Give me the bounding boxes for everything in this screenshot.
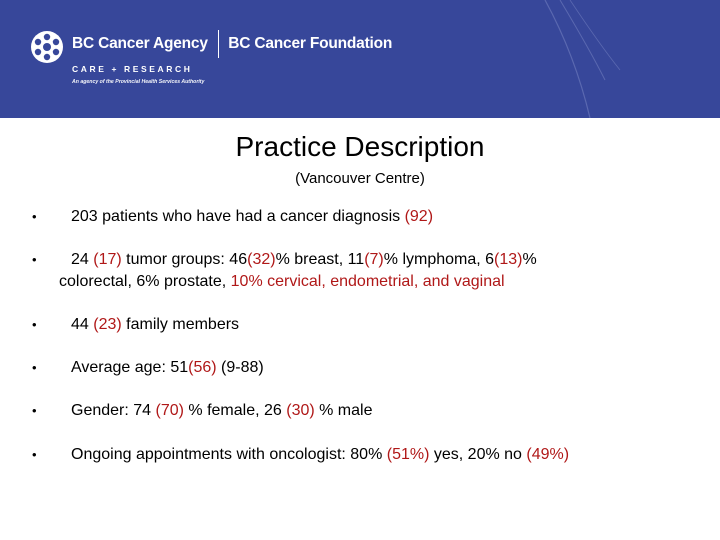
- prior-value: (13): [494, 251, 523, 268]
- text: Average age: 51: [71, 359, 189, 376]
- brand-foundation-name: BC Cancer Foundation: [228, 35, 393, 52]
- text: %: [522, 251, 537, 268]
- text: (9-88): [216, 359, 264, 376]
- text: colorectal, 6% prostate,: [59, 273, 231, 290]
- prior-value: (7): [364, 251, 384, 268]
- text: % lymphoma, 6: [383, 251, 495, 268]
- text: % breast, 11: [275, 251, 365, 268]
- bullet-marker: •: [32, 403, 37, 418]
- text: Gender: 74: [71, 402, 156, 419]
- bullet-marker: •: [32, 360, 37, 375]
- highlighted-text: 10% cervical, endometrial, and vaginal: [230, 273, 505, 290]
- prior-value: (23): [93, 316, 122, 333]
- text: 44: [71, 316, 94, 333]
- prior-value: (49%): [526, 446, 570, 463]
- brand-divider: [218, 30, 220, 58]
- text: 203 patients who have had a cancer diagnosis: [71, 208, 405, 225]
- agency-emblem-icon: [30, 30, 64, 64]
- text: % female, 26: [183, 402, 287, 419]
- brand-subline: CARE + RESEARCH: [72, 64, 193, 74]
- brand-agency-name: BC Cancer Agency: [72, 35, 208, 52]
- prior-value: (17): [93, 251, 122, 268]
- bullet-marker: •: [32, 447, 37, 462]
- brand-logo: [30, 30, 392, 85]
- text: family members: [121, 316, 240, 333]
- prior-value: (92): [404, 208, 434, 225]
- brand-tagline: An agency of the Provincial Health Services Authority: [72, 79, 205, 85]
- text: tumor groups: 46: [121, 251, 248, 268]
- bullet-marker: •: [32, 209, 37, 224]
- prior-value: (32): [247, 251, 276, 268]
- slide-title: Practice Description: [235, 131, 485, 162]
- bullet-marker: •: [32, 252, 37, 267]
- slide-subtitle: (Vancouver Centre): [295, 170, 425, 187]
- header-banner: [0, 0, 720, 118]
- text: yes, 20% no: [429, 446, 527, 463]
- bullet-marker: •: [32, 317, 37, 332]
- text: Ongoing appointments with oncologist: 80%: [71, 446, 387, 463]
- prior-value: (70): [155, 402, 184, 419]
- text: % male: [314, 402, 373, 419]
- prior-value: (56): [188, 359, 217, 376]
- text: 24: [71, 251, 94, 268]
- prior-value: (51%): [386, 446, 430, 463]
- prior-value: (30): [286, 402, 315, 419]
